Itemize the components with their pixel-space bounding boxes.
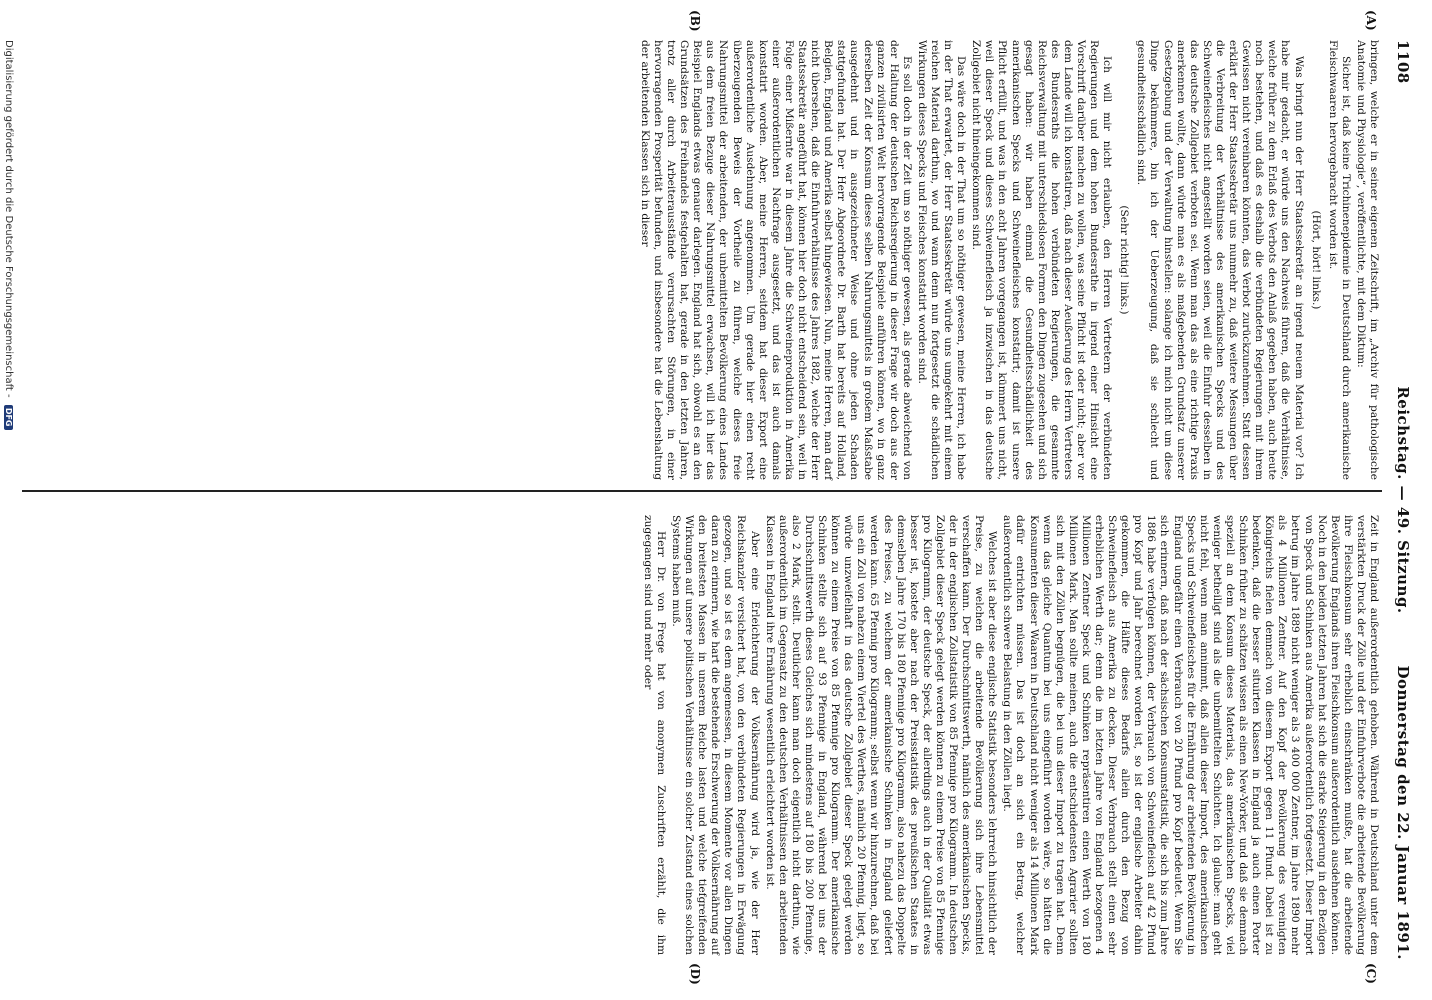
interjection: (Sehr richtig! links.)	[1118, 205, 1131, 315]
credit-text: Digitalisierung gefördert durch die Deutsche Forschungsgemeinschaft -	[3, 40, 14, 398]
paragraph: Was bringt nun der Herr Staatssekretär an irgend neuem Material vor? Ich habe mir gedacht, er würde uns den Nachweis führen, daß die Verhältnisse, welche früher zu dem Erlaß des Verbots den Anlaß gegeben haben, auch heute noch bestehen, und daß es deshalb die verbündeten Regierungen mit ihrem Gewissen nicht vereinbaren könnten, das Verbot zurückzunehmen. Statt dessen erklärt der Herr Staatssekretär uns nunmehr zu, daß weitere Messungen über die Verbreitung der Verhältnisse des amerikanischen Specks und des Schweinefleisches nicht angestellt worden seien, weil die Einfuhr desselben in das deutsche Zollgebiet verboten sei. Wenn man das als eine richtige Praxis anerkennen wollte, dann würde man es als maßgebenden Grundsatz unserer Gesetzgebung und der Verwaltung hinstellen: solange ich mich nicht um diese Dinge bekümmere, bin ich der Ueberzeugung, daß sie schlecht und gesundheitsschädlich sind.	[1135, 40, 1305, 480]
paragraph: bringen, welche er in seiner eigenen Zeitschrift, im „Archiv für pathologische Anatomie und Physiologie“, veröffentlichte, mit dem Diktum:	[1354, 40, 1380, 480]
paragraph: Welches ist aber diese englische Statistik besonders lehrreich hinsichtlich der Preise, zu welchen die arbeitende Bevölkerung sich ihre Lebensmittel verschaffen kann. Der Durchschnittswerth, nämlich des amerikanischen Specks, der in der englischen Zollstatistik von 85 Pfennige pro Kilogramm. In deutschen Zollgebiet dieser Speck gelegt werden können zu einem Preise von 85 Pfennige pro Kilogramm, der deutsche Speck, der allerdings auch in der Qualität etwas besser ist, kostete aber nach der Preisstatistik des preußischen Staates in demselben Jahre 170 bis 180 Pfennige pro Kilogramm, also nahezu das Doppelte des Preises, zu welchem der amerikanische Schinken in England geliefert werden kann. 65 Pfennig pro Kilogramm; selbst wenn wir hinzurechnen, daß bei uns ein Zoll von nahezu einem Viertel des Werthes, nämlich 20 Pfennig, liegt, so würde unzweifelhaft in das deutsche Zollgebiet dieser Speck gelegt werden können zu einem Preise von 85 Pfennige pro Kilogramm. Der amerikanische Schinken stellte sich auf 93 Pfennige in England, während bei uns der Durchschnittswerth dieses Gleiches sich mindestens auf 180 bis 200 Pfennige, also 2 Mark, stellt. Deutlicher kann man doch eigentlich nicht darthun, wie außerordentlich im Gegensatz zu den deutschen Verhältnissen den arbeitenden Klassen in England ihre Ernährung wesentlich erleichtert worden ist.	[763, 515, 999, 955]
session-date: Donnerstag den 22. Januar 1891.	[1394, 665, 1412, 960]
page-title: Reichstag. — 49. Sitzung.	[1394, 386, 1412, 614]
paragraph: Zeit in England außerordentlich gehoben. Während in Deutschland unter dem verstärkten Druck der Zölle und der Einfuhrverbote die arbeitende Bevölkerung ihre Fleischkonsum sehr erheblich einschränken mußte, hat die arbeitende Bevölkerung Englands ihren Fleischkonsum außerordentlich ausdehnen können. Noch in den beiden letzten Jahren hat sich die starke Steigerung in den Bezügen von Speck und Schinken aus Amerika außerordentlich fortgesetzt. Dieser Import betrug im Jahre 1889 nicht weniger als 3 400 000 Zentner, im Jahre 1890 mehr als 4 Millionen Zentner. Auf den Kopf der Bevölkerung des vereinigten Königreichs fielen demnach von diesem Export gegen 11 Pfund. Dabei ist zu bedenken, daß die besser situirten Klassen in England ja auch einen Porter Schinken früher zu schätzen wissen als einen New-Yorker, und daß sie demnach speziell an dem Konsum dieses Materials, das amerikanischen Specks, viel weniger betheiligt sind als die unbemittelten Schichten. Ich glaube: man geht nicht fehl, wenn man annimmt, daß allein dieser Import, des amerikanischen Specks und Schweinefleisches für die Ernährung der arbeitenden Bevölkerung in England ungefähr einen Verbrauch von 20 Pfund pro Kopf bedeutet. Wenn Sie sich erinnern, daß nach der sächsischen Konsumstatistik, die sich bis zum Jahre 1886 habe verfolgen können, der Verbrauch von Schweinefleisch auf 42 Pfund pro Kopf und Jahr berechnet worden ist, so ist der englische Arbeiter dahin gekommen, die Hälfte dieses Bedarfs allein durch den Bezug von Schweinefleisch aus Amerika zu decken. Dieser Verbrauch stellt einen sehr erheblichen Werth dar; denn die im letzten Jahre von England bezogenen 4 Millionen Zentner Speck und Schinken repräsentiren einen Werth von 180 Millionen Mark. Man sollte meinen, auch die entschiedensten Agrarier sollten sich mit den Zöllen begnügen, die bei uns dieser Import zu tragen hat. Denn wenn das gleiche Quantum bei uns eingeführt worden wäre, so hätten die Konsumenten dieser Waaren in Deutschland nicht weniger als 14 Millionen Mark dafür entrichten müssen. Das ist doch an sich ein Betrag, welcher außerordentlich schwere Belastung in den Zöllen liegt.	[1001, 515, 1380, 955]
paragraph: Ich will mir nicht erlauben, den Herren Vertretern der verbündeten Regierungen und dem hohen Bundesrathe in irgend einer Hinsicht eine Vorschrift darüber machen zu wollen, was seine Pflicht ist oder nicht; aber vor dem Lande will ich konstatiren, daß nach dieser Aeußerung des Herrn Vertreters des Bundesraths die hohen verbündeten Regierungen, die gesammte Reichsverwaltung mit unterschiedslosen Formen den Dingen zugesehen und sich gesagt haben: wir haben einmal die Gesundheitsschädlichkeit des amerikanischen Specks und Schweinefleisches konstatirt; damit ist unsere Pflicht erfüllt, und was in den acht Jahren vorgegangen ist, kümmert uns nicht, weil dieser Speck und dieses Schweinefleisch ja inzwischen in das deutsche Zollgebiet nicht hineingekommen sind.	[970, 40, 1114, 480]
paragraph: Herr Dr. von Frege hat von anonymen Zuschriften erzählt, die ihm zugegangen sind und mehr oder	[641, 515, 667, 955]
page-header	[1388, 40, 1412, 960]
margin-marker-c: (C)	[1364, 963, 1378, 984]
digitization-credit	[3, 40, 14, 430]
page-number: 1108	[1394, 40, 1412, 84]
column-divider	[22, 490, 1382, 492]
margin-marker-d: (D)	[688, 963, 702, 985]
margin-marker-b: (B)	[688, 10, 702, 32]
quotation: Sicher ist, daß keine Trichinenepidemie in Deutschland durch amerikanische Fleischwaaren hervorgebracht worden ist.	[1326, 40, 1352, 480]
right-column	[639, 515, 1380, 955]
paragraph: Das wäre doch in der That um so nöthiger gewesen, meine Herren, ich habe in der That erwartet, der Herr Staatssekretär würde uns umgekehrt mit einem reichen Material darthun, wo und wann denn nun fortgesetzt die schädlichen Wirkungen dieses Specks und Fleisches konstatirt worden sind.	[915, 40, 968, 480]
interjection: (Hört, hört! links.)	[1309, 210, 1322, 310]
dfg-logo: DFG	[4, 405, 13, 430]
margin-marker-a: (A)	[1364, 10, 1378, 31]
paragraph: Es soll doch in der Zeit um so nöthiger gewesen, als gerade abweichend von der Haltung der deutschen Reichsregierung in dieser Frage wir doch aus der ganzen zivilisirten Welt hervorragende Beispiele anführen können, wo in ganz derselben Zeit der Konsum dieses selben Nahrungsmittels in großem Maßstabe ausgedehnt und in ausgezeichneter Weise und ohne jeden Schaden stattgefunden hat. Der Herr Abgeordnete Dr. Barth hat bereits auf Holland, Belgien, England und Amerika selbst hingewiesen. Nun, meine Herren, man darf nicht übersehen, daß die Einfuhrverhältnisse des Jahres 1882, welche der Herr Staatssekretär angeführt hat, können hier doch nicht entscheidend sein, weil in Folge einer Mißernte war in diesem Jahre die Schweineproduktion in Amerika einer außerordentlichen Nachfrage ausgesetzt, und das ist auch damals konstatirt worden. Aber, meine Herren, seitdem hat dieser Export eine außerordentliche Ausdehnung angenommen. Um gerade hier einen recht überzeugenden Beweis der Vortheile zu führen, welche dieses freie Nahrungsmittel der arbeitenden, der unbemittelten Bevölkerung eines Landes aus dem freien Bezuge dieser Nahrungsmittel erwachsen, will ich hier das Beispiel Englands etwas genauer darlegen. England hat sich, obwohl es an den Grundsätzen des Freihandels festgehalten hat, gerade in den letzten Jahren, trotz aller durch Arbeiterausstände verursachten Störungen, in einer hervorragenden Prosperität befunden, und insbesondere hat die Lebenshaltung der arbeitenden Klassen sich in dieser	[638, 40, 913, 480]
paragraph: Aber eine Erleichterung der Volksernährung wird ja, wie der Herr Reichskanzler versichert hat, von den verbündeten Regierungen in Erwägung gezogen, und so ist es dem angemessen, in diesem Momente vor allen Dingen daran zu erinnern, wie hart die bestehende Erschwerung der Volksernährung auf den breitesten Massen in unserem Reiche lasten und welche tiefgreifenden Wirkungen auf unsere politischen Verhältnisse ein solcher Zustand eines solchen Systems haben muß.	[670, 515, 761, 955]
left-column	[636, 40, 1380, 480]
